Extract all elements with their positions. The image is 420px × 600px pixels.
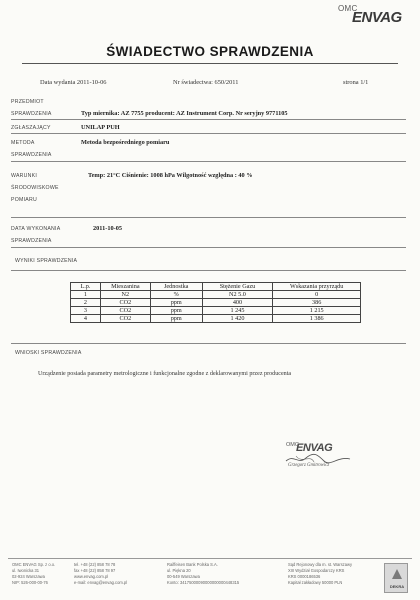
logo-omc: OMC	[338, 4, 358, 13]
footer-line: Sąd Rejonowy dla m. st. Warszawy	[288, 562, 353, 567]
footer-line: XIII Wydział Gospodarczy KRS	[288, 568, 345, 573]
table-row	[71, 291, 361, 299]
header-cell-lp: L.p.	[71, 283, 101, 291]
label-metoda-2: SPRAWDZENIA	[11, 152, 52, 158]
table-cell: %	[150, 291, 202, 299]
table-cell: 4	[71, 315, 101, 323]
table-cell: 1 215	[273, 307, 361, 315]
label-zglaszajacy: ZGŁASZAJĄCY	[11, 125, 51, 131]
footer-line: Kapitał zakładowy 50000 PLN	[288, 580, 343, 585]
value-zglaszajacy: UNILAP PUH	[81, 124, 120, 131]
divider	[11, 247, 406, 248]
footer-line: tel. +48 (22) 858 78 78	[74, 562, 116, 567]
divider	[11, 119, 406, 120]
footer-line: ul. Iwonicka 31	[12, 568, 40, 573]
label-data-wykonania: DATA WYKONANIA	[11, 226, 61, 232]
label-wnioski: WNIOSKI SPRAWDZENIA	[15, 350, 82, 356]
table-cell: 1 245	[202, 307, 273, 315]
conclusion-text: Urządzenie posiada parametry metrologiczne i funkcjonalne zgodne z deklarowanymi przez producenta	[38, 371, 292, 377]
footer-line: 02-924 Warszawa	[12, 574, 45, 579]
logo-envag: ENVAG	[352, 9, 402, 26]
divider	[11, 161, 406, 162]
table-cell: N2 5.0	[202, 291, 273, 299]
footer-line: ul. Piękna 20	[167, 568, 191, 573]
label-warunki: WARUNKI	[11, 173, 38, 179]
footer-line: www.envag.com.pl	[74, 574, 109, 579]
table-cell: 0	[273, 291, 361, 299]
footer-company	[12, 562, 55, 586]
footer-line: e-mail: envag@envag.com.pl	[74, 580, 128, 585]
footer-line: 00-549 Warszawa	[167, 574, 200, 579]
divider	[11, 343, 406, 344]
dekra-logo	[384, 563, 408, 593]
footer-divider	[8, 558, 412, 559]
divider	[11, 217, 406, 218]
value-warunki: Temp: 21°C Ciśnienie: 1008 hPa Wilgotność względna : 40 %	[88, 172, 253, 179]
table-row	[71, 315, 361, 323]
title-underline	[22, 63, 398, 64]
header-cell-mieszanina: Mieszanina	[100, 283, 150, 291]
footer-line: Konto: 34175000090000000000448315	[167, 580, 240, 585]
page-number: strona 1/1	[343, 79, 369, 86]
label-przedmiot: PRZEDMIOT	[11, 99, 44, 105]
label-wyniki: WYNIKI SPRAWDZENIA	[15, 258, 78, 264]
footer-line: OMC ENVAG Sp. z o.o.	[12, 562, 56, 567]
certificate-number: Nr świadectwa: 650/2011	[173, 79, 239, 86]
label-warunki-2: ŚRODOWISKOWE	[11, 185, 59, 191]
table-cell: 3	[71, 307, 101, 315]
issue-date: Data wydania 2011-10-06	[40, 79, 107, 86]
table-row	[71, 299, 361, 307]
header-cell-jednostka: Jednostka	[150, 283, 202, 291]
label-data-wykonania-2: SPRAWDZENIA	[11, 238, 52, 244]
header-cell-stezenie: Stężenie Gazu	[202, 283, 273, 291]
label-metoda: METODA	[11, 140, 35, 146]
label-przedmiot-2: SPRAWDZENIA	[11, 111, 52, 117]
value-przedmiot: Typ miernika: AZ 7755 producent: AZ Instrument Corp. Nr seryjny 9771105	[81, 110, 288, 117]
footer-line: Raiffeisen Bank Polska S.A.	[167, 562, 218, 567]
table-header-row	[71, 283, 361, 291]
header-cell-wskazania: Wskazania przyrządu	[273, 283, 361, 291]
stamp-omc: OMC	[286, 442, 299, 448]
table-cell: CO2	[100, 315, 150, 323]
footer-contact	[74, 562, 127, 586]
divider	[11, 133, 406, 134]
footer-registry	[288, 562, 352, 586]
stamp	[278, 440, 358, 476]
table-cell: CO2	[100, 299, 150, 307]
footer-line: KRS 0000186536	[288, 574, 321, 579]
footer-bank	[167, 562, 239, 586]
divider	[11, 270, 406, 271]
label-warunki-3: POMIARU	[11, 197, 37, 203]
table-cell: 1	[71, 291, 101, 299]
signature-name: Grzegorz Gmitrowicz	[288, 463, 330, 468]
table-cell: ppm	[150, 299, 202, 307]
table-cell: CO2	[100, 307, 150, 315]
table-cell: 1 420	[202, 315, 273, 323]
table-cell: 2	[71, 299, 101, 307]
footer-line: fax +48 (22) 858 78 97	[74, 568, 116, 573]
dekra-emblem-icon	[390, 567, 404, 581]
page-title: ŚWIADECTWO SPRAWDZENIA	[106, 44, 314, 59]
table-cell: N2	[100, 291, 150, 299]
value-data-wykonania: 2011-10-05	[93, 225, 123, 232]
footer-line: NIP: 526-000-00-76	[12, 580, 48, 585]
table-cell: 1 386	[273, 315, 361, 323]
stamp-envag: ENVAG	[296, 442, 333, 454]
table-cell: ppm	[150, 307, 202, 315]
table-row	[71, 307, 361, 315]
table-cell: 386	[273, 299, 361, 307]
table-cell: 400	[202, 299, 273, 307]
dekra-text: DEKRA	[389, 584, 405, 589]
table-cell: ppm	[150, 315, 202, 323]
results-table	[70, 282, 361, 323]
value-metoda: Metoda bezpośredniego pomiaru	[81, 139, 170, 146]
